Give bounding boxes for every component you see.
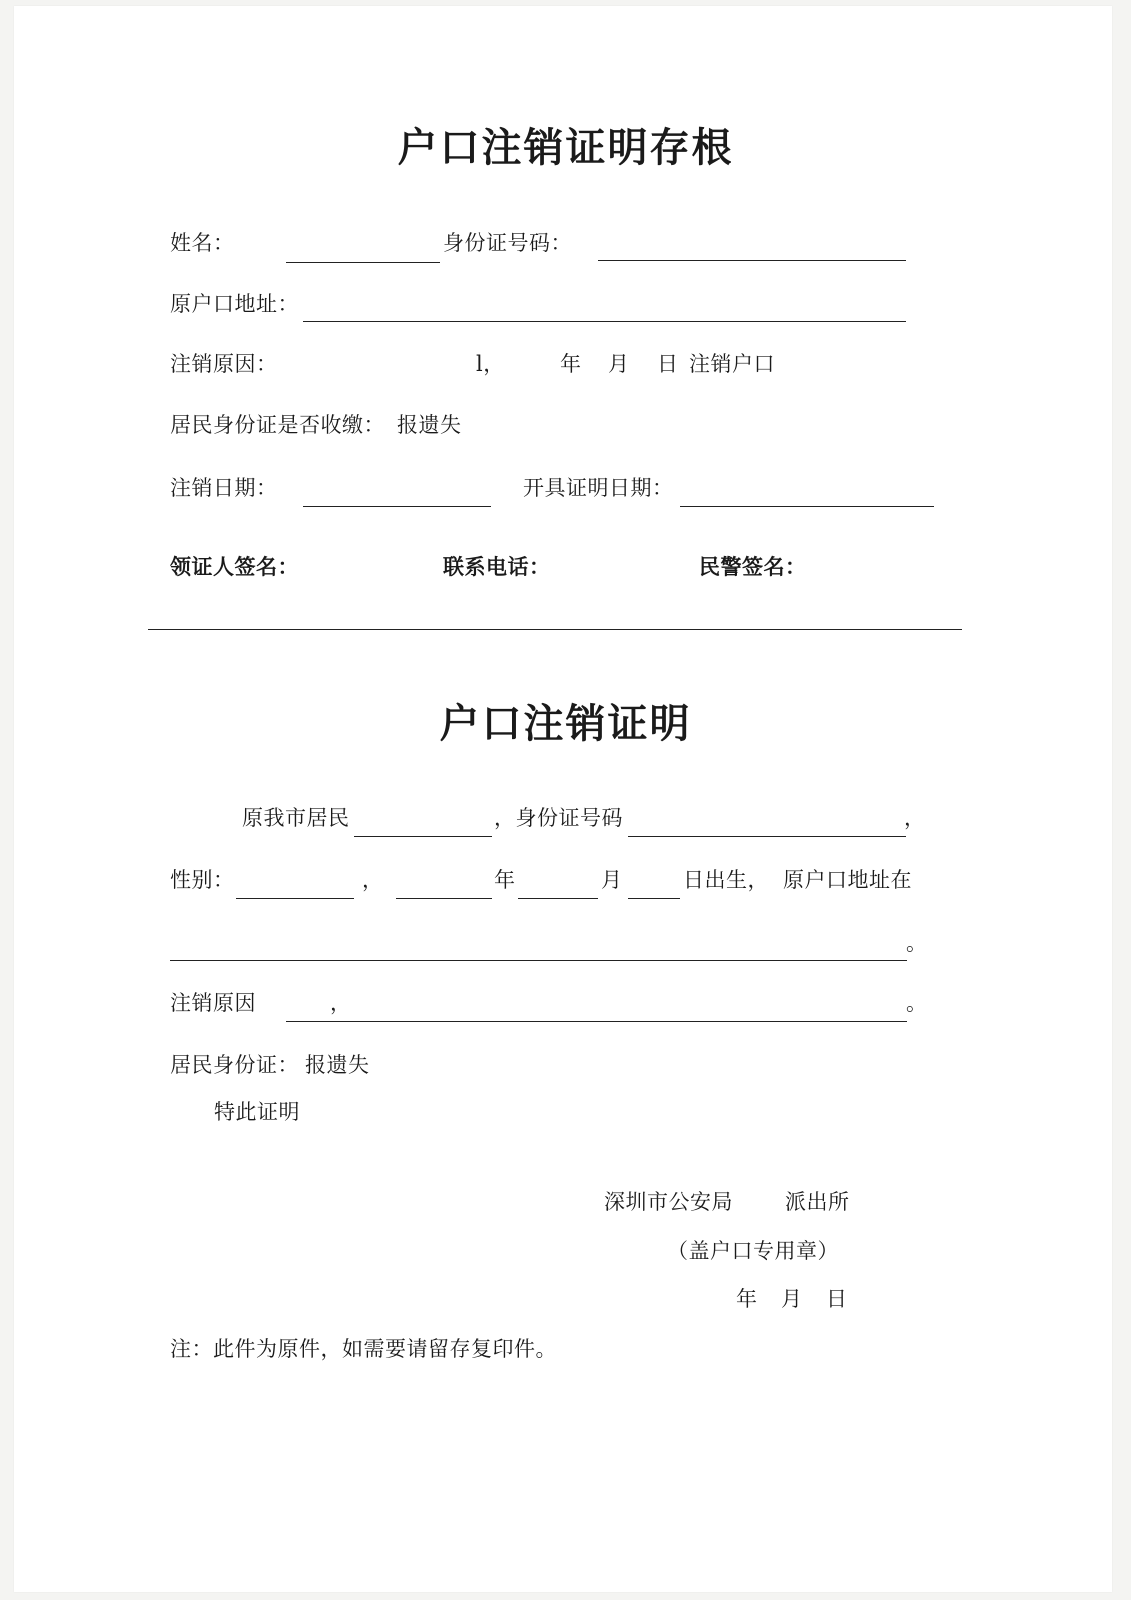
stub-id-collected-label: 居民身份证是否收缴：: [170, 413, 385, 437]
stub-police-sign-label: 民警签名：: [699, 555, 807, 579]
cert-issuer: 深圳市公安局: [604, 1190, 733, 1214]
stub-title: 户口注销证明存根: [397, 125, 734, 171]
stub-name-label: 姓名：: [170, 231, 235, 255]
cert-resident-label: 原我市居民: [242, 806, 350, 830]
cert-birth-month-field: [518, 898, 598, 899]
cert-resident-name-field: [354, 836, 492, 837]
cert-birth-year-field: [396, 898, 492, 899]
cert-date-year: 年: [736, 1287, 758, 1311]
cert-birth-day-field: [628, 898, 680, 899]
stub-address-label: 原户口地址：: [170, 292, 299, 316]
cert-gender-label: 性别：: [170, 868, 235, 892]
cert-id-card-label: 居民身份证：: [170, 1053, 299, 1077]
cert-date-month: 月: [781, 1287, 803, 1311]
cert-id-field: [628, 836, 906, 837]
stub-issue-date-label: 开具证明日期：: [523, 476, 674, 500]
cert-address-label: 原户口地址在: [783, 868, 912, 892]
section-divider: [148, 629, 962, 630]
stub-id-collected-value: 报遗失: [397, 413, 462, 437]
cert-year-label: 年: [494, 868, 516, 892]
cert-address-field: [170, 960, 907, 961]
stub-reason-day: 日: [657, 352, 679, 376]
cert-date-day: 日: [826, 1287, 848, 1311]
stub-phone-label: 联系电话：: [443, 555, 551, 579]
stub-cancel-date-label: 注销日期：: [170, 476, 278, 500]
stub-address-field: [303, 321, 906, 322]
cert-month-label: 月: [601, 868, 623, 892]
stub-reason-year: 年: [560, 352, 582, 376]
cert-reason-period: 。: [906, 991, 928, 1015]
cert-hereby: 特此证明: [214, 1100, 300, 1124]
certificate-title: 户口注销证明: [439, 701, 692, 747]
stub-name-field: [286, 262, 440, 263]
stub-id-field: [598, 260, 906, 261]
stub-cancel-date-field: [303, 506, 491, 507]
cert-id-card-value: 报遗失: [305, 1053, 370, 1077]
cert-seal-note: （盖户口专用章）: [667, 1239, 839, 1263]
cert-gender-comma: ，: [362, 868, 384, 892]
cert-gender-field: [236, 898, 354, 899]
cert-issuer-suffix: 派出所: [785, 1190, 850, 1214]
cert-comma: ，: [904, 806, 926, 830]
stub-reason-fragment: l，: [476, 352, 505, 376]
cert-reason-comma: ，: [330, 991, 352, 1015]
cert-born-label: 日出生，: [683, 868, 769, 892]
cert-reason-field: [286, 1021, 907, 1022]
stub-reason-text: 注销户口: [689, 352, 775, 376]
cert-id-label: ，身份证号码: [494, 806, 623, 830]
stub-issue-date-field: [680, 506, 934, 507]
stub-receiver-sign-label: 领证人签名：: [170, 555, 299, 579]
cert-address-period: 。: [906, 931, 928, 955]
cert-reason-label: 注销原因: [170, 991, 256, 1015]
stub-reason-label: 注销原因：: [170, 352, 278, 376]
stub-reason-month: 月: [608, 352, 630, 376]
cert-footnote: 注：此件为原件，如需要请留存复印件。: [170, 1337, 557, 1361]
stub-id-label: 身份证号码：: [443, 231, 572, 255]
